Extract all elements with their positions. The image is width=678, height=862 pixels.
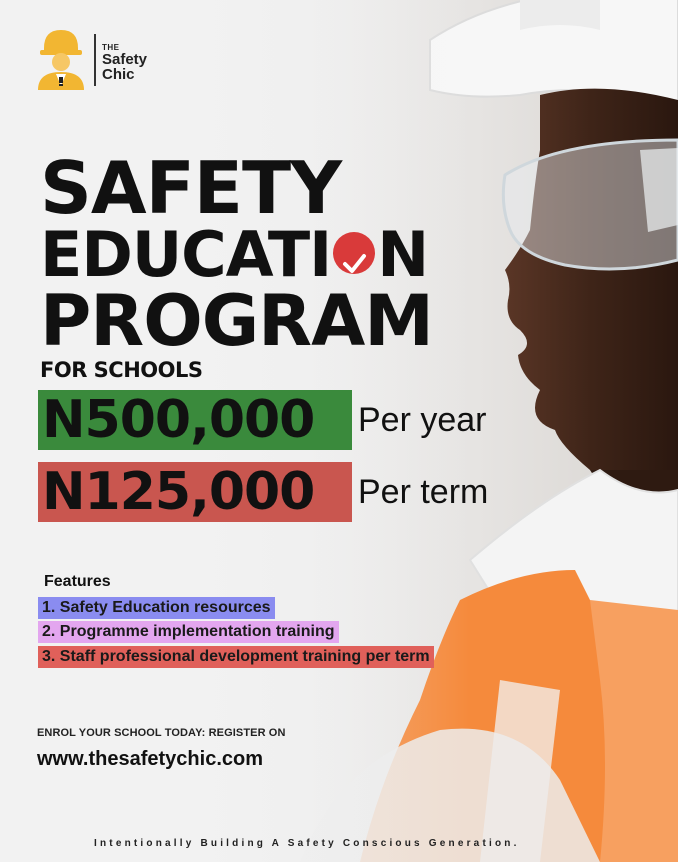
price-yearly-amount: N500,000 — [38, 390, 352, 450]
enrol-text: ENROL YOUR SCHOOL TODAY: REGISTER ON — [37, 727, 286, 739]
title-line-2 — [40, 218, 429, 291]
feature-item: 2. Programme implementation training — [38, 621, 339, 643]
features-heading: Features — [44, 573, 111, 590]
subtitle: FOR SCHOOLS — [40, 358, 203, 382]
tagline: Intentionally Building A Safety Conscious Generation. — [94, 838, 520, 849]
logo-the: THE — [102, 43, 120, 52]
website-link[interactable]: www.thesafetychic.com — [37, 748, 263, 770]
price-termly-period: Per term — [358, 473, 489, 511]
price-yearly — [38, 390, 487, 450]
feature-item: 1. Safety Education resources — [38, 597, 275, 619]
logo-line2: Chic — [102, 66, 135, 83]
checkmark-badge-icon — [333, 232, 375, 274]
title-line-1: SAFETY — [40, 146, 342, 230]
price-yearly-period: Per year — [358, 401, 487, 439]
feature-item: 3. Staff professional development training per term — [38, 646, 434, 668]
logo-divider — [94, 34, 96, 86]
price-termly-amount: N125,000 — [38, 462, 352, 522]
logo-line1: Safety — [102, 51, 148, 68]
title-line-2-end: N — [377, 218, 429, 291]
safety-worker-logo-icon — [36, 28, 86, 90]
logo-wordmark — [102, 44, 182, 82]
title-line-3: PROGRAM — [40, 280, 433, 362]
price-termly — [38, 462, 488, 522]
title-line-2-start: EDUCATI — [40, 218, 332, 291]
